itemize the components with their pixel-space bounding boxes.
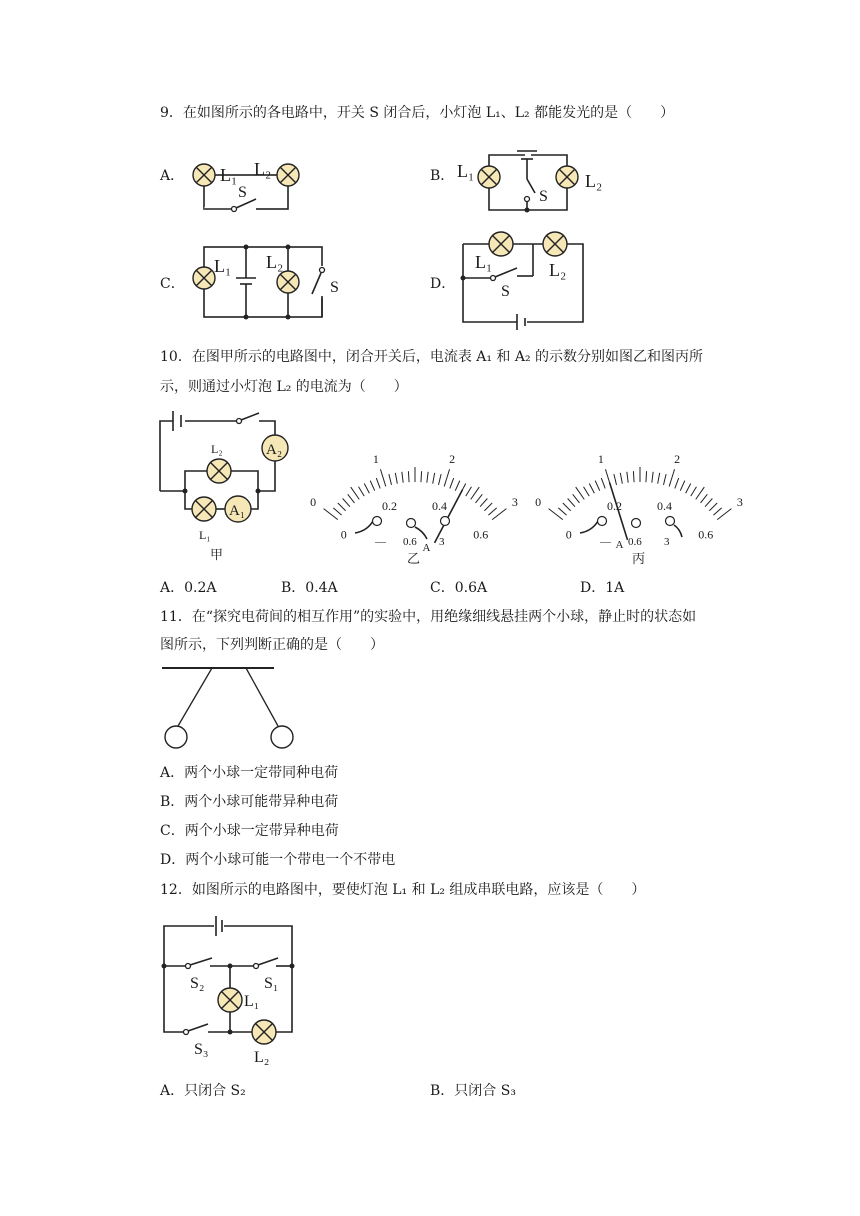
scale-tick bbox=[576, 487, 585, 499]
scale-tick bbox=[484, 503, 492, 511]
scale-tick bbox=[663, 474, 666, 485]
terminal-label: — bbox=[375, 536, 386, 548]
q10-option-b[interactable]: B．0.4A bbox=[281, 580, 338, 596]
scale-tick bbox=[675, 478, 679, 488]
scale-tick bbox=[395, 473, 397, 484]
scale-tick bbox=[380, 469, 385, 486]
ball-right bbox=[271, 726, 293, 748]
scale-tick bbox=[658, 473, 660, 484]
q9-circuit-b bbox=[455, 135, 603, 225]
scale-label-bottom: 0.4 bbox=[657, 498, 673, 513]
meter-caption: 丙 bbox=[632, 551, 646, 566]
scale-tick bbox=[476, 494, 483, 503]
label-l1: L₁ bbox=[457, 161, 475, 181]
label-s: S bbox=[330, 279, 339, 296]
q12-circuit bbox=[160, 908, 310, 1068]
scale-tick bbox=[584, 487, 590, 496]
scale-label-bottom: 0.4 bbox=[432, 498, 448, 513]
bulb-icon bbox=[556, 166, 578, 188]
scale-label-bottom: 0.2 bbox=[606, 498, 622, 513]
scale-tick bbox=[669, 469, 674, 486]
q12-stem: 12．如图所示的电路图中，要使灯泡 L₁ 和 L₂ 组成串联电路，应该是（ ） bbox=[160, 882, 646, 898]
scale-label-top: 2 bbox=[674, 451, 681, 466]
meter-pointer bbox=[435, 490, 463, 543]
scale-tick bbox=[343, 498, 350, 506]
bulb-icon bbox=[277, 271, 299, 293]
label-s: S bbox=[238, 184, 247, 201]
label-s1: S₁ bbox=[264, 975, 279, 992]
unit-label: A bbox=[615, 538, 624, 551]
q10-meter-bing bbox=[530, 405, 750, 575]
q9-circuit-d bbox=[455, 228, 605, 328]
scale-tick bbox=[351, 487, 360, 499]
bulb-icon bbox=[543, 232, 567, 256]
label-l1: L₁ bbox=[199, 528, 211, 542]
label-s2: S₂ bbox=[190, 975, 205, 992]
label-l2: L₂ bbox=[585, 171, 603, 191]
terminal-label: 0.6 bbox=[628, 536, 642, 548]
q11-option-a[interactable]: A．两个小球一定带同种电荷 bbox=[160, 765, 339, 781]
scale-tick bbox=[601, 478, 605, 488]
terminal-wire bbox=[580, 521, 598, 533]
meter-caption: 乙 bbox=[407, 551, 421, 566]
scale-tick bbox=[364, 484, 369, 494]
bulb-icon bbox=[277, 164, 299, 186]
scale-tick bbox=[455, 481, 460, 491]
label-l1: L₁ bbox=[220, 165, 238, 185]
scale-tick bbox=[633, 471, 634, 482]
terminal-3 bbox=[666, 517, 675, 526]
bulb-icon bbox=[478, 166, 500, 188]
bulb-icon bbox=[218, 988, 242, 1012]
terminal-label: 3 bbox=[439, 536, 445, 548]
terminal-wire bbox=[674, 525, 682, 537]
q9-circuit-a bbox=[190, 145, 310, 225]
scale-label-top: 0 bbox=[310, 495, 317, 510]
terminal-label: 0.6 bbox=[403, 536, 417, 548]
label-a2: A₂ bbox=[266, 442, 283, 458]
scale-tick bbox=[614, 474, 617, 485]
scale-tick bbox=[595, 481, 600, 491]
scale-label-top: 2 bbox=[449, 451, 456, 466]
q11-suspended-balls bbox=[160, 660, 290, 760]
bulb-icon bbox=[489, 232, 513, 256]
scale-label-top: 1 bbox=[372, 451, 379, 466]
label-l2: L₂ bbox=[211, 442, 223, 456]
scale-tick bbox=[652, 472, 653, 483]
terminal-0.6 bbox=[407, 519, 416, 528]
ball-left bbox=[165, 726, 187, 748]
q10-meter-yi bbox=[305, 405, 525, 575]
scale-tick bbox=[573, 494, 580, 503]
bulb-icon bbox=[252, 1020, 276, 1044]
terminal-0.6 bbox=[632, 519, 641, 528]
label-l2: L₂ bbox=[549, 260, 567, 280]
scale-tick bbox=[488, 508, 496, 515]
label-jia: 甲 bbox=[210, 547, 224, 562]
scale-tick bbox=[433, 473, 435, 484]
scale-tick bbox=[402, 472, 403, 483]
q9-stem: 9．在如图所示的各电路中，开关 S 闭合后，小灯泡 L₁、L₂ 都能发光的是（ ） bbox=[160, 105, 675, 121]
scale-tick bbox=[466, 487, 472, 496]
label-l2: L₂ bbox=[254, 1049, 270, 1066]
bulb-icon bbox=[207, 459, 231, 483]
scale-tick bbox=[427, 472, 428, 483]
scale-label-bottom: 0.2 bbox=[381, 498, 397, 513]
scale-label-bottom: 0 bbox=[340, 527, 347, 542]
terminal-label: 3 bbox=[664, 536, 670, 548]
q11-stem-line1: 11．在“探究电荷间的相互作用”的实验中，用绝缘细线悬挂两个小球，静止时的状态如 bbox=[160, 609, 697, 625]
q10-option-c[interactable]: C．0.6A bbox=[430, 580, 488, 596]
terminal-label: — bbox=[600, 536, 611, 548]
scale-tick bbox=[444, 469, 449, 486]
scale-label-top: 0 bbox=[535, 495, 542, 510]
q11-stem-line2: 图所示，下列判断正确的是（ ） bbox=[160, 637, 384, 653]
q10-option-d[interactable]: D．1A bbox=[580, 580, 625, 596]
scale-tick bbox=[359, 487, 365, 496]
q10-stem-line2: 示，则通过小灯泡 L₂ 的电流为（ ） bbox=[160, 379, 408, 395]
label-s: S bbox=[501, 283, 510, 300]
q11-option-d[interactable]: D．两个小球可能一个带电一个不带电 bbox=[160, 852, 396, 868]
label-l2: L₂ bbox=[266, 252, 284, 272]
bulb-icon bbox=[193, 164, 215, 186]
label-l1: L₁ bbox=[214, 256, 232, 276]
scale-tick bbox=[563, 503, 571, 511]
scale-tick bbox=[713, 508, 721, 515]
scale-tick bbox=[568, 498, 575, 506]
terminal-negative bbox=[598, 517, 607, 526]
label-s: S bbox=[539, 188, 548, 205]
q12-option-b[interactable]: B．只闭合 S₃ bbox=[430, 1083, 516, 1099]
scale-tick bbox=[450, 478, 454, 488]
scale-label-bottom: 0.6 bbox=[698, 527, 714, 542]
label-l1: L₁ bbox=[244, 993, 260, 1010]
scale-tick bbox=[376, 478, 380, 488]
q9-option-b[interactable]: B． bbox=[430, 168, 455, 184]
scale-tick bbox=[389, 474, 392, 485]
scale-label-bottom: 0.6 bbox=[473, 527, 489, 542]
unit-label: A bbox=[422, 541, 431, 554]
scale-tick bbox=[333, 508, 341, 515]
label-l2: L₂ bbox=[254, 159, 272, 179]
scale-label-top: 1 bbox=[597, 451, 604, 466]
bulb-icon bbox=[193, 267, 215, 289]
scale-label-top: 3 bbox=[511, 495, 518, 510]
scale-tick bbox=[438, 474, 441, 485]
terminal-wire bbox=[355, 521, 373, 533]
scale-tick bbox=[696, 487, 705, 499]
scale-tick bbox=[421, 471, 422, 482]
terminal-negative bbox=[373, 517, 382, 526]
scale-tick bbox=[348, 494, 355, 503]
q10-stem-line1: 10．在图甲所示的电路图中，闭合开关后，电流表 A₁ 和 A₂ 的示数分别如图乙和图丙所 bbox=[160, 349, 704, 365]
scale-tick bbox=[471, 487, 480, 499]
scale-tick bbox=[589, 484, 594, 494]
scale-label-bottom: 0 bbox=[565, 527, 572, 542]
q9-option-a[interactable]: A． bbox=[160, 168, 185, 184]
label-a1: A₁ bbox=[229, 503, 246, 519]
scale-tick bbox=[701, 494, 708, 503]
terminal-3 bbox=[441, 517, 450, 526]
scale-tick bbox=[709, 503, 717, 511]
q12-option-a[interactable]: A．只闭合 S₂ bbox=[160, 1083, 246, 1099]
bulb-icon bbox=[192, 497, 216, 521]
q9-circuit-c bbox=[190, 238, 350, 328]
scale-tick bbox=[480, 498, 487, 506]
q10-option-a[interactable]: A．0.2A bbox=[160, 580, 217, 596]
scale-label-top: 3 bbox=[736, 495, 743, 510]
q10-circuit-jia bbox=[155, 405, 295, 565]
scale-tick bbox=[408, 471, 409, 482]
scale-tick bbox=[646, 471, 647, 482]
terminal-wire bbox=[415, 527, 427, 539]
scale-tick bbox=[705, 498, 712, 506]
scale-tick bbox=[627, 472, 628, 483]
scale-tick bbox=[691, 487, 697, 496]
scale-tick bbox=[370, 481, 375, 491]
q9-option-c[interactable]: C． bbox=[160, 276, 185, 292]
label-l1: L₁ bbox=[475, 252, 493, 272]
scale-tick bbox=[620, 473, 622, 484]
q11-option-b[interactable]: B．两个小球可能带异种电荷 bbox=[160, 794, 339, 810]
scale-tick bbox=[686, 484, 691, 494]
scale-tick bbox=[558, 508, 566, 515]
q11-option-c[interactable]: C．两个小球一定带异种电荷 bbox=[160, 823, 339, 839]
scale-tick bbox=[680, 481, 685, 491]
label-s3: S₃ bbox=[194, 1041, 209, 1058]
scale-tick bbox=[338, 503, 346, 511]
q9-option-d[interactable]: D． bbox=[430, 276, 456, 292]
